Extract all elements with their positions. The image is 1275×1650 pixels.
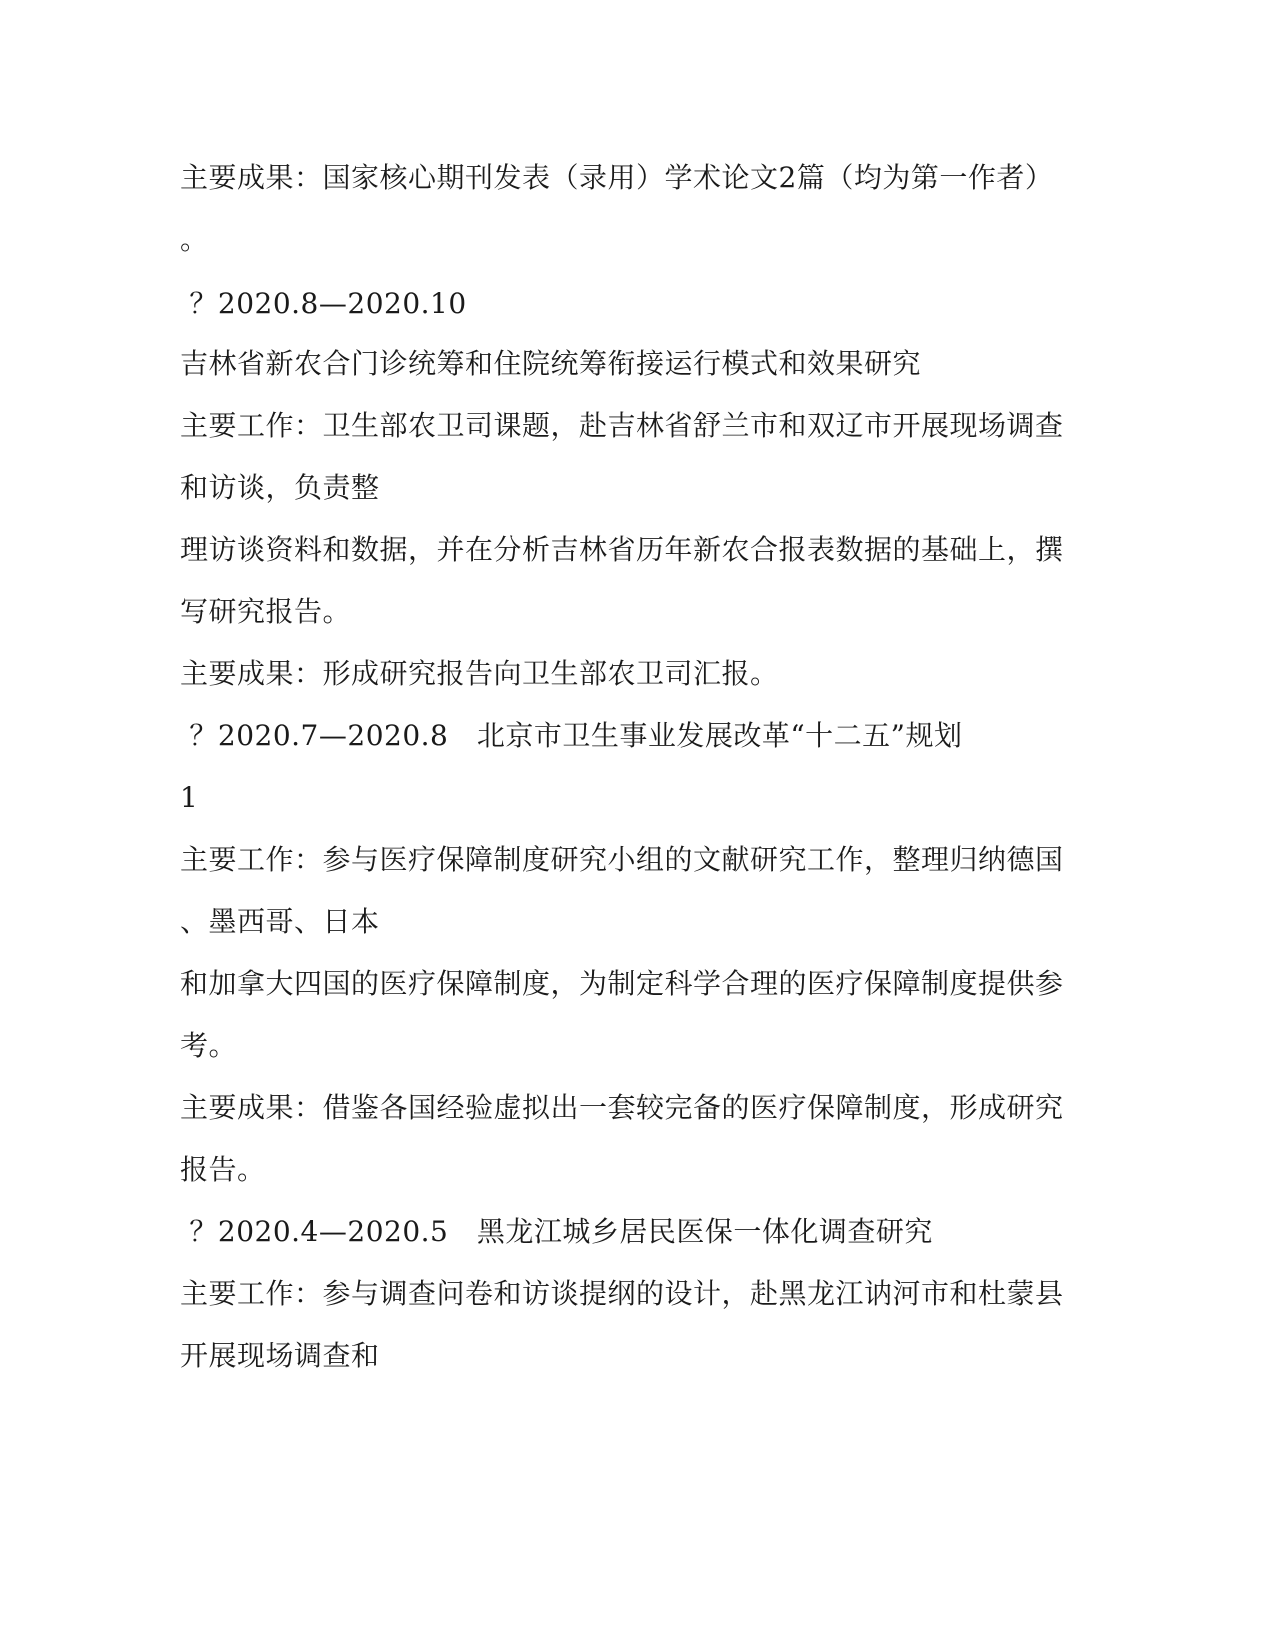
text-line: 写研究报告。	[180, 595, 352, 628]
text-line: 主要成果：借鉴各国经验虚拟出一套较完备的医疗保障制度，形成研究	[180, 1091, 1064, 1124]
text-line: 主要工作：参与医疗保障制度研究小组的文献研究工作，整理归纳德国	[180, 843, 1064, 876]
text-line: 主要工作：卫生部农卫司课题，赴吉林省舒兰市和双辽市开展现场调查	[180, 409, 1064, 442]
text-line: ？2020.4—2020.5 黑龙江城乡居民医保一体化调查研究	[180, 1215, 933, 1248]
text-line: 主要工作：参与调查问卷和访谈提纲的设计，赴黑龙江讷河市和杜蒙县	[180, 1277, 1064, 1310]
text-line: 开展现场调查和	[180, 1339, 380, 1372]
text-line: 。	[180, 223, 209, 256]
text-line: 报告。	[180, 1153, 266, 1186]
text-line: 和访谈，负责整	[180, 471, 380, 504]
text-line: 理访谈资料和数据，并在分析吉林省历年新农合报表数据的基础上，撰	[180, 533, 1064, 566]
text-line: ？2020.8—2020.10	[180, 287, 467, 320]
text-line: 和加拿大四国的医疗保障制度，为制定科学合理的医疗保障制度提供参	[180, 967, 1064, 1000]
text-line: 吉林省新农合门诊统筹和住院统筹衔接运行模式和效果研究	[180, 347, 922, 380]
text-line: 1	[180, 781, 199, 814]
text-line: 主要成果：形成研究报告向卫生部农卫司汇报。	[180, 657, 779, 690]
text-line: 、墨西哥、日本	[180, 905, 380, 938]
text-line: ？2020.7—2020.8 北京市卫生事业发展改革“十二五”规划	[180, 719, 963, 752]
text-line: 主要成果：国家核心期刊发表（录用）学术论文2篇（均为第一作者）	[180, 161, 1054, 194]
text-line: 考。	[180, 1029, 238, 1062]
